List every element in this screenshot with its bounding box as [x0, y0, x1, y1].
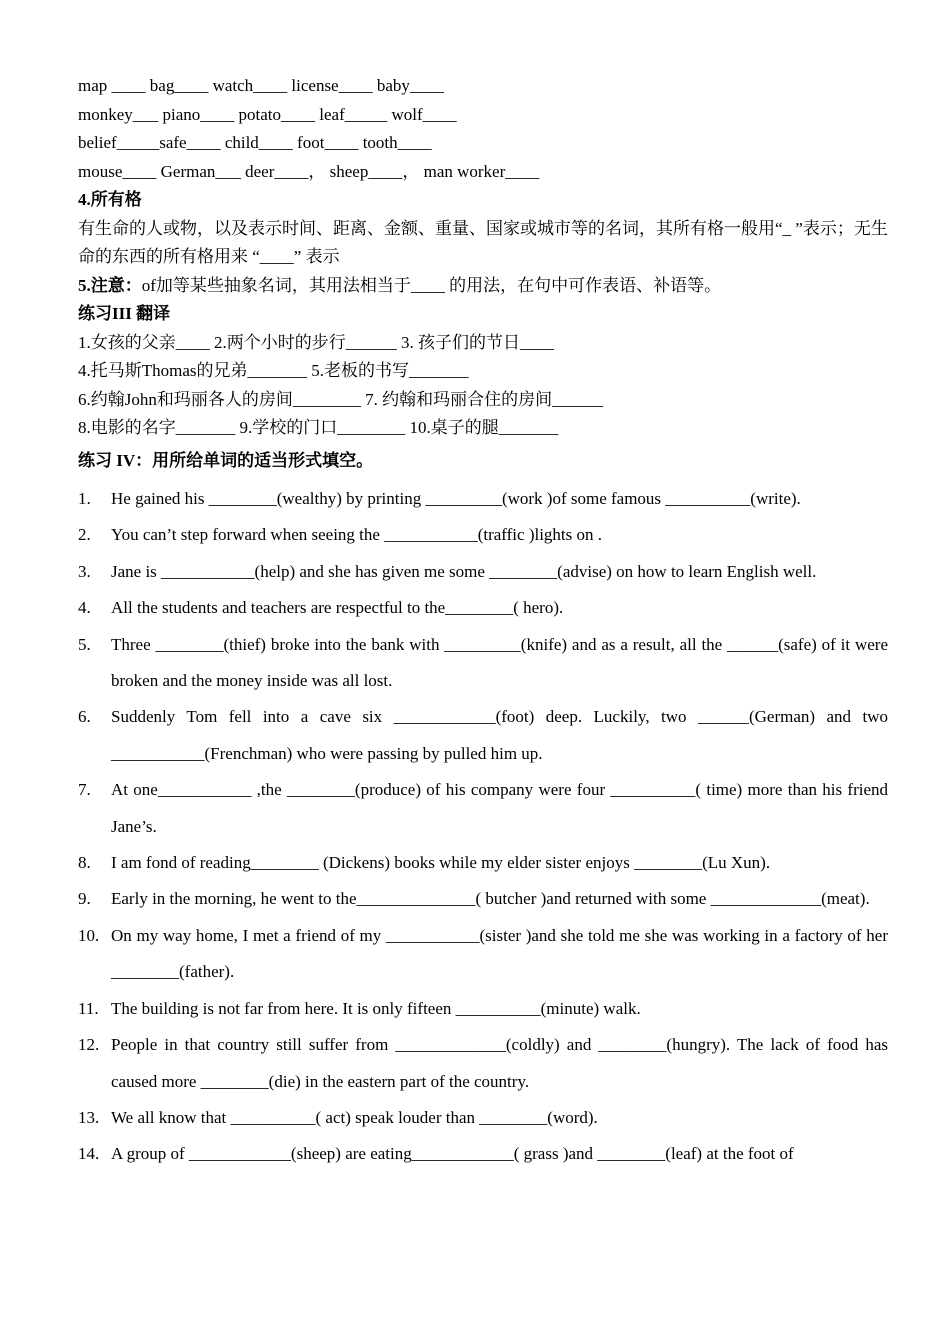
item-number: 3. [78, 561, 91, 581]
section-4-heading: 4.所有格 [78, 190, 142, 209]
item-text: You can’t step forward when seeing the ___________(traffic )lights on . [111, 525, 603, 545]
plural-line: belief_____safe____ child____ foot____ tooth____ [78, 133, 432, 152]
exercise-item [78, 772, 888, 845]
section-5 [78, 272, 888, 301]
item-text: The building is not far from here. It is only fifteen __________(minute) walk. [111, 998, 641, 1018]
plural-line: monkey___ piano____ potato____ leaf_____ wolf____ [78, 104, 457, 124]
item-text: All the students and teachers are respectful to the________( hero). [111, 598, 564, 618]
exercise-item [78, 590, 888, 626]
item-number: 5. [78, 634, 91, 654]
exercise-3-line: 8.电影的名字_______ 9.学校的门口________ 10.桌子的腿_______ [78, 418, 559, 437]
worksheet-page [78, 72, 888, 1173]
plural-line: mouse____ German___ deer____， sheep____， man worker____ [78, 161, 540, 181]
item-number: 14. [78, 1144, 100, 1164]
item-text: A group of ____________(sheep) are eating____________( grass )and ________(leaf) at the foot of [111, 1144, 794, 1164]
exercise-item [78, 517, 888, 553]
exercise-3-line: 4.托马斯Thomas的兄弟_______ 5.老板的书写_______ [78, 361, 469, 380]
exercise-item [78, 1027, 888, 1100]
section-5-label: 5.注意： [78, 275, 142, 295]
item-text: Suddenly Tom fell into a cave six ____________(foot) deep. Luckily, two ______(German) and two ___________(Frenchman) who were passing by pulled him up. [111, 707, 888, 763]
item-text: He gained his ________(wealthy) by printing _________(work )of some famous __________(write). [111, 489, 801, 508]
exercise-item [78, 627, 888, 700]
item-text: People in that country still suffer from _____________(coldly) and ________(hungry). The lack of food has caused more ________(die) in the eastern part of the country. [111, 1035, 888, 1091]
item-number: 13. [78, 1107, 100, 1127]
section-5-body: of加等某些抽象名词，其用法相当于____ 的用法，在句中可作表语、补语等。 [141, 275, 722, 295]
item-text: Early in the morning, he went to the______________( butcher )and returned with some _____________(meat). [111, 889, 870, 909]
item-text: At one___________ ,the ________(produce) of his company were four __________( time) more than his friend Jane’s. [111, 780, 888, 836]
item-text: We all know that __________( act) speak louder than ________(word). [111, 1107, 598, 1127]
exercise-item [78, 554, 888, 590]
exercise-3-line: 1.女孩的父亲____ 2.两个小时的步行______ 3. 孩子们的节日____ [78, 332, 554, 352]
item-number: 4. [78, 598, 91, 618]
exercise-item [78, 481, 888, 517]
plural-line: map ____ bag____ watch____ license____ baby____ [78, 76, 444, 95]
exercise-item [78, 991, 888, 1027]
exercise-item [78, 699, 888, 772]
exercise-item [78, 1136, 888, 1172]
exercise-item [78, 845, 888, 881]
item-number: 2. [78, 525, 91, 545]
item-text: I am fond of reading________ (Dickens) books while my elder sister enjoys ________(Lu Xun). [111, 853, 771, 873]
item-number: 12. [78, 1035, 100, 1055]
item-number: 9. [78, 889, 91, 909]
exercise-item [78, 881, 888, 917]
exercise-item [78, 918, 888, 991]
item-text: On my way home, I met a friend of my ___________(sister )and she told me she was working in a factory of her ________(father). [111, 925, 888, 982]
exercise-3-line: 6.约翰John和玛丽各人的房间________ 7. 约翰和玛丽合住的房间______ [78, 389, 604, 409]
item-number: 10. [78, 925, 100, 945]
exercise-3-heading: 练习III 翻译 [78, 304, 171, 323]
item-number: 6. [78, 707, 91, 727]
exercise-4-heading: 练习 IV：用所给单词的适当形式填空。 [78, 450, 374, 470]
item-number: 1. [78, 489, 91, 508]
item-text: Jane is ___________(help) and she has given me some ________(advise) on how to learn English well. [111, 561, 817, 581]
item-number: 11. [78, 998, 99, 1018]
exercise-item [78, 1100, 888, 1136]
item-number: 7. [78, 780, 91, 800]
item-number: 8. [78, 853, 91, 873]
item-text: Three ________(thief) broke into the bank with _________(knife) and as a result, all the ______(safe) of it were broken and the money inside was all lost. [111, 634, 888, 691]
section-4-body: 有生命的人或物，以及表示时间、距离、金额、重量、国家或城市等的名词，其所有格一般用“_ ”表示；无生命的东西的所有格用来 “____” 表示 [78, 218, 888, 266]
